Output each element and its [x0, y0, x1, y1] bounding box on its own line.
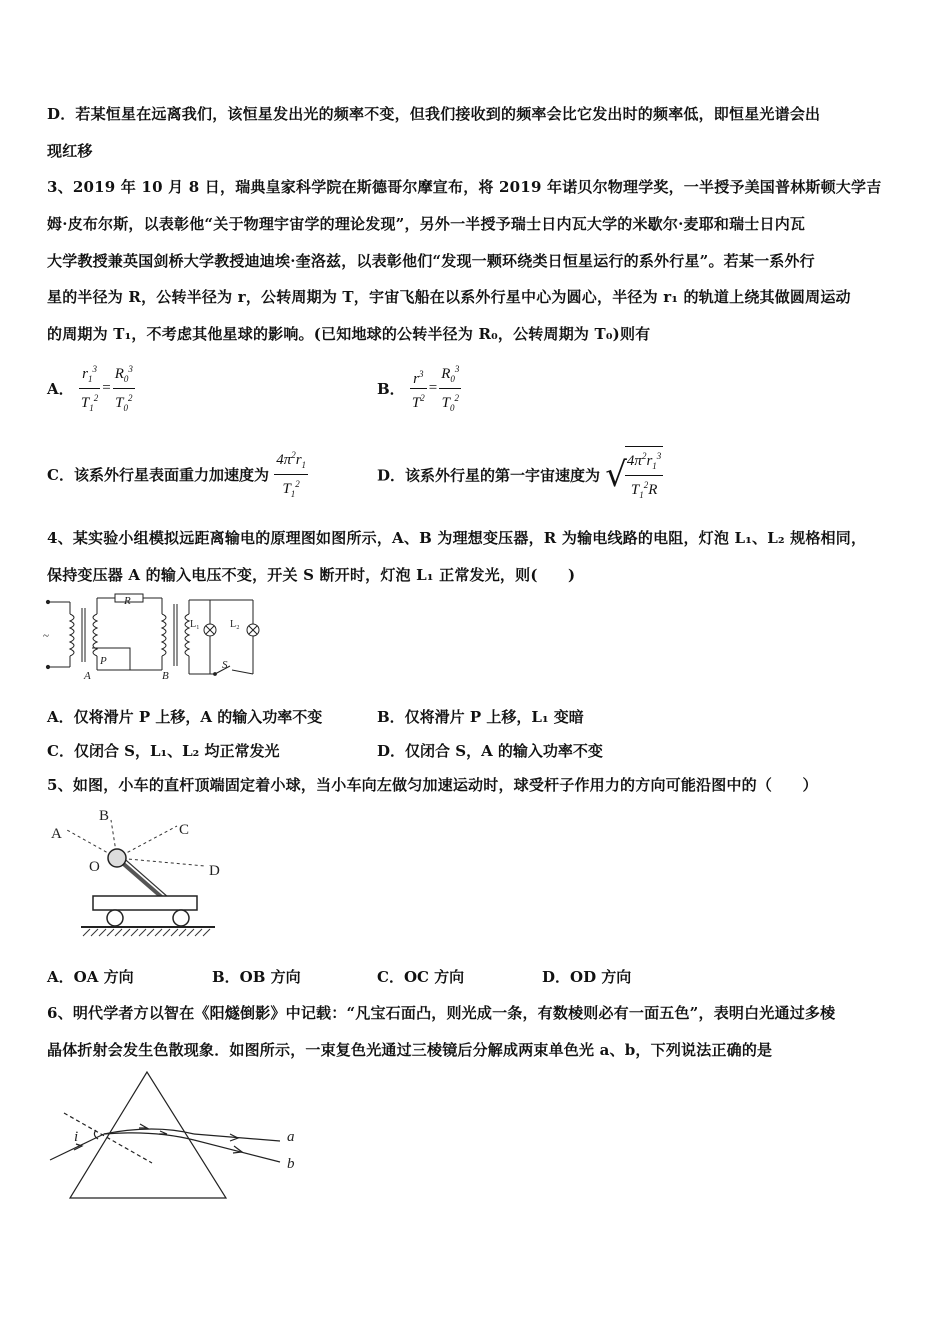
- q5-option-d[interactable]: D．OD 方向: [542, 968, 632, 986]
- q4-label-b: B: [162, 670, 169, 682]
- q3-option-c[interactable]: C．该系外行星表面重力加速度为 $\frac{4\pi^2r_1}{T_1^2}$: [47, 446, 308, 503]
- q3-line1: 3、2019 年 10 月 8 日，瑞典皇家科学院在斯德哥尔摩宣布，将 2019 年诺贝尔物理学奖，一半授予美国普林斯顿大学吉: [47, 178, 882, 196]
- sqrt-icon: √: [605, 455, 627, 495]
- q4-option-b[interactable]: B．仅将滑片 P 上移，L₁ 变暗: [377, 708, 584, 726]
- q4-line1: 4、某实验小组模拟远距离输电的原理图如图所示，A、B 为理想变压器，R 为输电线路的电阻，灯泡 L₁、L₂ 规格相同，: [47, 529, 867, 547]
- q4-option-c[interactable]: C．仅闭合 S，L₁、L₂ 均正常发光: [47, 742, 280, 760]
- q5-label-c: C: [179, 822, 190, 838]
- q5-label-o: O: [89, 859, 100, 875]
- q3-line3: 大学教授兼英国剑桥大学教授迪迪埃·奎洛兹，以表彰他们“发现一颗环绕类日恒星运行的系外行星”。若某一系外行: [47, 252, 815, 270]
- q3-formula-b-lhs: $\frac{r^3}{T^2}$: [410, 365, 427, 412]
- q6-label-i: i: [74, 1129, 79, 1145]
- q4-option-d[interactable]: D．仅闭合 S，A 的输入功率不变: [377, 742, 603, 760]
- q6-line2: 晶体折射会发生色散现象．如图所示，一束复色光通过三棱镜后分解成两束单色光 a、b，下列说法正确的是: [47, 1041, 773, 1059]
- q4-line2: 保持变压器 A 的输入电压不变，开关 S 断开时，灯泡 L₁ 正常发光，则( ): [47, 566, 576, 584]
- q5-line1: 5、如图，小车的直杆顶端固定着小球，当小车向左做匀加速运动时，球受杆子作用力的方向可能沿图中的（ ）: [47, 776, 818, 794]
- q5-label-d: D: [209, 863, 220, 879]
- q3-formula-c: $\frac{4\pi^2r_1}{T_1^2}$: [274, 446, 308, 503]
- q6-prism-diagram: [44, 1068, 314, 1203]
- q6-line1: 6、明代学者方以智在《阳燧倒影》中记载：“凡宝石面凸，则光成一条，有数棱则必有一面五色”，表明白光通过多棱: [47, 1004, 836, 1022]
- q5-option-c[interactable]: C．OC 方向: [377, 968, 465, 986]
- q2-option-d-line2: 现红移: [47, 142, 93, 160]
- q4-label-l1: L₁: [190, 619, 200, 630]
- q3-formula-b-rhs: $\frac{R_0^3}{T_0^2}$: [439, 360, 461, 417]
- q4-label-a: A: [84, 670, 91, 682]
- q5-option-a[interactable]: A．OA 方向: [47, 968, 134, 986]
- q3-option-b[interactable]: B． $\frac{r^3}{T^2}$ = $\frac{R_0^3}{T_0^2}$: [377, 360, 461, 417]
- q4-option-a[interactable]: A．仅将滑片 P 上移，A 的输入功率不变: [47, 708, 323, 726]
- q5-option-b[interactable]: B．OB 方向: [212, 968, 301, 986]
- q3-option-a[interactable]: A． $\frac{r_1^3}{T_1^2}$ = $\frac{R_0^3}{T_0^2}$: [47, 360, 135, 417]
- ac-source-icon: ~: [43, 630, 49, 642]
- q6-label-a: a: [287, 1129, 295, 1145]
- q4-label-s: S: [222, 659, 228, 671]
- q2-option-d-line1: D．若某恒星在远离我们，该恒星发出光的频率不变，但我们接收到的频率会比它发出时的频率低，即恒星光谱会出: [47, 105, 821, 123]
- q4-label-p: P: [100, 655, 107, 667]
- q4-circuit-diagram: [40, 592, 270, 682]
- q3-formula-a-lhs: $\frac{r_1^3}{T_1^2}$: [79, 360, 100, 417]
- q5-cart-diagram: [45, 800, 225, 945]
- q3-formula-d: $\frac{4\pi^2r_1^3}{T_1^2R}$: [625, 446, 663, 504]
- q6-label-b: b: [287, 1156, 295, 1172]
- q3-option-d[interactable]: D．该系外行星的第一宇宙速度为 √ $\frac{4\pi^2r_1^3}{T_1^2R}$: [377, 446, 663, 504]
- q5-label-b: B: [99, 808, 110, 824]
- q3-line2: 姆·皮布尔斯，以表彰他“关于物理宇宙学的理论发现”，另外一半授予瑞士日内瓦大学的米歇尔·麦耶和瑞士日内瓦: [47, 215, 806, 233]
- q3-line4: 星的半径为 R，公转半径为 r，公转周期为 T，宇宙飞船在以系外行星中心为圆心，半径为 r₁ 的轨道上绕其做圆周运动: [47, 288, 851, 306]
- q3-formula-a-rhs: $\frac{R_0^3}{T_0^2}$: [113, 360, 135, 417]
- q4-label-r: R: [124, 595, 131, 607]
- q3-line5: 的周期为 T₁，不考虑其他星球的影响。(已知地球的公转半径为 R₀，公转周期为 T₀)则有: [47, 325, 651, 343]
- q4-label-l2: L₂: [230, 619, 240, 630]
- q5-label-a: A: [51, 826, 62, 842]
